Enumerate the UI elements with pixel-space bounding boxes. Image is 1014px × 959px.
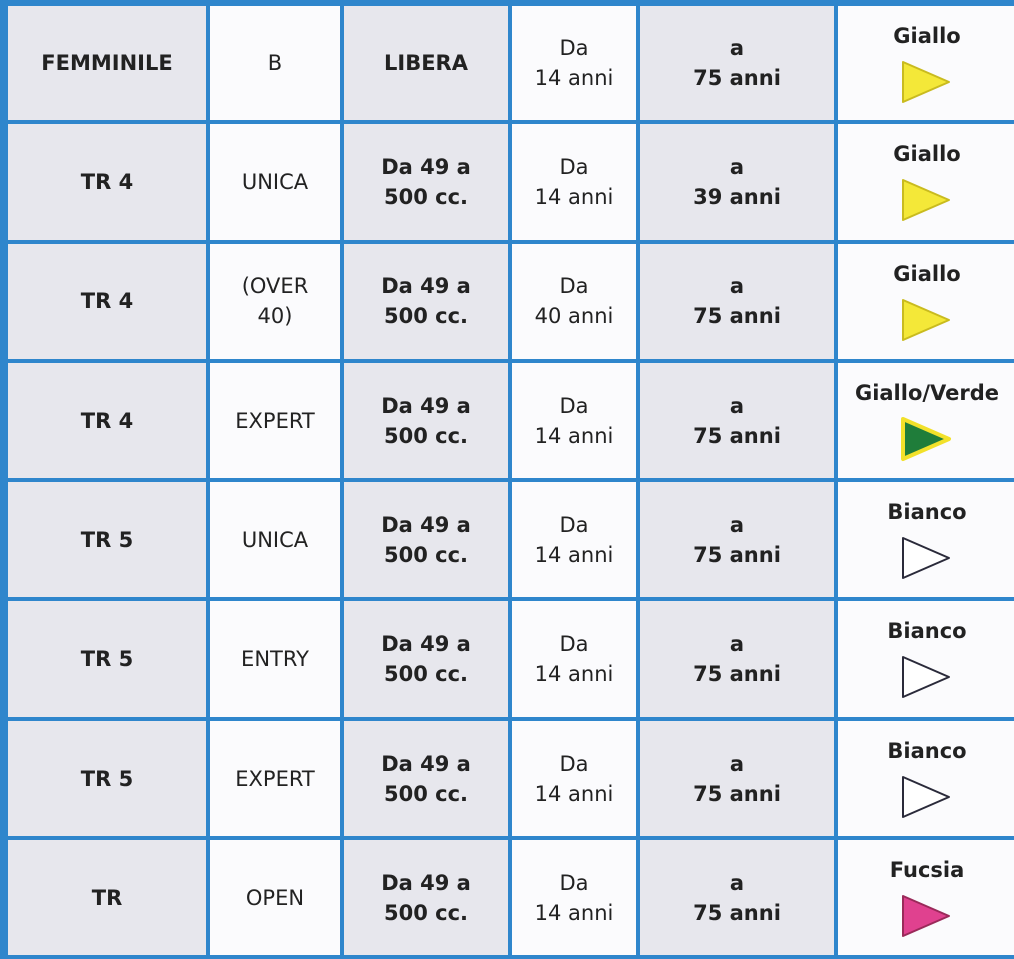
plate-color-label: Giallo [893,261,961,286]
category-label: ENTRY [241,647,309,672]
class-label: TR [91,885,123,910]
age-to-cell [638,242,836,361]
triangle-icon [899,58,955,106]
displacement-line: Da 49 a [381,274,471,299]
age-from-line: 14 anni [534,65,614,90]
age-from-cell [510,719,638,838]
age-from-line: Da [559,870,589,895]
age-from-line: Da [559,154,589,179]
triangle-icon [899,415,955,463]
triangle-icon [899,534,955,582]
age-to-line: 75 anni [693,65,781,90]
plate-color-label: Bianco [887,739,967,764]
age-to-line: a [729,512,745,537]
age-to-cell [638,719,836,838]
displacement-line: Da 49 a [381,751,471,776]
plate-color-cell [836,599,1014,719]
plate-color-label: Bianco [887,619,967,644]
category-label: OPEN [245,885,305,910]
triangle-icon [899,296,955,344]
age-from-cell [510,599,638,719]
plate-color-cell [836,480,1014,599]
age-to-cell [638,361,836,481]
age-to-line: 75 anni [693,781,781,806]
displacement-line: 500 cc. [383,662,469,687]
class-cell [4,719,208,838]
age-to-cell [638,599,836,719]
age-from-line: Da [559,35,589,60]
class-cell [4,361,208,481]
age-from-cell [510,361,638,481]
age-from-cell [510,122,638,242]
age-to-line: 75 anni [693,900,781,925]
age-to-line: a [729,35,745,60]
age-from-cell [510,3,638,122]
table-row [4,838,1014,957]
age-to-line: 39 anni [693,184,781,209]
plate-color-cell [836,122,1014,242]
age-from-line: 14 anni [534,423,614,448]
triangle-icon [899,653,955,701]
class-cell [4,3,208,122]
class-cell [4,122,208,242]
age-to-line: 75 anni [693,662,781,687]
displacement-cell [342,361,510,481]
class-label: TR 5 [80,527,134,552]
displacement-cell [342,242,510,361]
displacement-cell [342,719,510,838]
plate-color-label: Giallo/Verde [854,380,1000,405]
plate-color-label: Bianco [887,500,967,525]
age-from-cell [510,480,638,599]
triangle-icon [899,773,955,821]
displacement-line: 500 cc. [383,781,469,806]
age-to-line: a [729,751,745,776]
class-label: TR 5 [80,647,134,672]
category-label-line: (OVER [241,274,309,299]
age-to-cell [638,3,836,122]
displacement-line: Da 49 a [381,393,471,418]
class-label: TR 4 [80,169,134,194]
age-to-line: a [729,632,745,657]
table-row [4,242,1014,361]
class-label: TR 4 [80,289,134,314]
triangle-icon [899,892,955,940]
class-cell [4,838,208,957]
category-cell [208,719,342,838]
displacement-line: 500 cc. [383,304,469,329]
plate-color-cell [836,3,1014,122]
category-label: EXPERT [235,408,315,433]
age-to-cell [638,122,836,242]
table-row [4,480,1014,599]
age-from-cell [510,242,638,361]
category-cell [208,838,342,957]
displacement-cell [342,838,510,957]
displacement-line: 500 cc. [383,900,469,925]
category-label-line: 40) [257,304,293,329]
category-label: UNICA [241,169,309,194]
displacement-cell [342,3,510,122]
category-label: EXPERT [235,766,315,791]
age-from-line: 40 anni [534,304,614,329]
class-label: FEMMINILE [41,50,173,75]
class-cell [4,242,208,361]
age-to-cell [638,838,836,957]
table-row [4,3,1014,122]
plate-color-cell [836,838,1014,957]
displacement-cell [342,599,510,719]
age-from-line: 14 anni [534,662,614,687]
displacement-cell [342,122,510,242]
age-from-line: Da [559,274,589,299]
displacement-line: 500 cc. [383,184,469,209]
table-row [4,122,1014,242]
displacement-line: Da 49 a [381,632,471,657]
displacement-line: Da 49 a [381,870,471,895]
table-row [4,599,1014,719]
triangle-icon [899,176,955,224]
class-label: TR 5 [80,766,134,791]
table-row [4,719,1014,838]
displacement-line: LIBERA [384,50,468,75]
category-cell [208,242,342,361]
plate-color-cell [836,719,1014,838]
plate-color-label: Giallo [893,141,961,166]
table-row [4,361,1014,481]
age-to-cell [638,480,836,599]
age-from-line: Da [559,632,589,657]
category-cell [208,480,342,599]
class-cell [4,480,208,599]
age-from-line: 14 anni [534,781,614,806]
age-to-line: 75 anni [693,423,781,448]
displacement-line: 500 cc. [383,542,469,567]
age-to-line: 75 anni [693,304,781,329]
age-from-line: 14 anni [534,900,614,925]
plate-color-cell [836,242,1014,361]
plate-color-label: Fucsia [889,858,965,883]
category-cell [208,599,342,719]
displacement-line: Da 49 a [381,512,471,537]
displacement-line: 500 cc. [383,423,469,448]
age-from-cell [510,838,638,957]
category-label: B [267,50,283,75]
table-body [4,3,1014,957]
category-cell [208,3,342,122]
plate-color-cell [836,361,1014,481]
age-to-line: a [729,870,745,895]
age-from-line: Da [559,512,589,537]
age-from-line: Da [559,751,589,776]
age-to-line: a [729,393,745,418]
age-from-line: 14 anni [534,542,614,567]
class-label: TR 4 [80,408,134,433]
category-cell [208,122,342,242]
category-label: UNICA [241,527,309,552]
age-to-line: a [729,154,745,179]
age-from-line: 14 anni [534,184,614,209]
category-cell [208,361,342,481]
displacement-cell [342,480,510,599]
age-to-line: 75 anni [693,542,781,567]
plate-color-label: Giallo [893,24,961,48]
displacement-line: Da 49 a [381,154,471,179]
age-to-line: a [729,274,745,299]
class-cell [4,599,208,719]
age-from-line: Da [559,393,589,418]
